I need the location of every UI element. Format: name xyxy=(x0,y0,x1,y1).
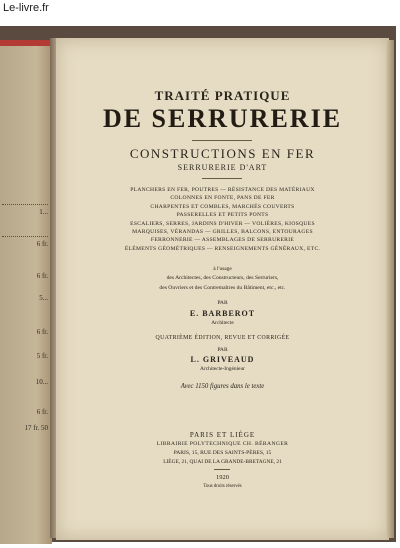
usage-line-3: des Ouvriers et des Contremaîtres du Bâtiment, etc., etc. xyxy=(159,285,286,291)
price-line: 5 fr. xyxy=(36,352,48,360)
title-line-1: TRAITÉ PRATIQUE xyxy=(154,88,291,103)
imprint-year: 1920 xyxy=(216,474,229,481)
price-rule xyxy=(2,236,48,237)
price-line: 17 fr. 50 xyxy=(24,424,48,432)
left-page xyxy=(0,40,52,544)
title-rule xyxy=(192,140,252,141)
author-2-role: Architecte-Ingénieur xyxy=(200,366,245,372)
contents-list xyxy=(56,186,389,253)
title-page xyxy=(56,38,389,540)
subtitle-1: CONSTRUCTIONS EN FER xyxy=(129,146,316,161)
price-line: 6 fr. xyxy=(36,240,48,248)
imprint-address: PARIS, 15, RUE DES SAINTS-PÈRES, 15 xyxy=(173,450,272,456)
author-2-name: L. GRIVEAUD xyxy=(190,355,255,364)
contents-line: PASSERELLES ET PETITS PONTS xyxy=(176,212,269,219)
price-line: 6 fr. xyxy=(36,328,48,336)
subtitle-2: SERRURERIE D'ART xyxy=(177,163,268,172)
price-line: 6 fr. xyxy=(36,408,48,416)
author-1-name: E. BARBEROT xyxy=(189,309,256,318)
contents-line: MARQUISES, VÉRANDAS — GRILLES, BALCONS, ENTOURAGES xyxy=(132,229,313,236)
author-1-role: Architecte xyxy=(211,320,234,326)
contents-line: COLONNES EN FONTE, PANS DE FER xyxy=(170,195,275,202)
edition-line: QUATRIÈME ÉDITION, REVUE ET CORRIGÉE xyxy=(155,335,290,341)
contents-line: FERRONNERIE — ASSEMBLAGES DE SERRURERIE xyxy=(150,237,295,244)
subtitle-rule xyxy=(202,178,242,179)
price-line: 1... xyxy=(39,208,48,216)
by-label: PAR xyxy=(217,300,228,306)
contents-line: ESCALIERS, SERRES, JARDINS D'HIVER — VOLIÈRES, KIOSQUES xyxy=(130,220,315,227)
contents-line: PLANCHERS EN FER, POUTRES — RÉSISTANCE DES MATÉRIAUX xyxy=(130,187,315,193)
page-edge xyxy=(386,40,394,538)
by-label: PAR xyxy=(217,347,228,353)
rights-note: Tous droits réservés xyxy=(203,484,242,489)
price-rule xyxy=(2,204,48,205)
imprint-city: PARIS ET LIÈGE xyxy=(189,431,256,439)
title-line-2: DE SERRURERIE xyxy=(102,104,343,133)
price-line: 6 fr. xyxy=(36,272,48,280)
contents-line: CHARPENTES ET COMBLES, MARCHÉS COUVERTS xyxy=(150,203,295,210)
figures-note: Avec 1150 figures dans le texte xyxy=(180,383,265,390)
usage-line-2: des Architectes, des Constructeurs, des Serruriers, xyxy=(166,275,279,281)
usage-line-1: à l'usage xyxy=(213,266,232,272)
watermark-text: Le-livre.fr xyxy=(3,2,49,14)
imprint-rule xyxy=(214,469,230,470)
imprint-address-2: LIÈGE, 21, QUAI DE LA GRANDE-BRETAGNE, 21 xyxy=(163,459,282,465)
contents-line: ÉLÉMENTS GÉOMÉTRIQUES — RENSEIGNEMENTS GÉNÉRAUX, ETC. xyxy=(124,245,321,252)
imprint-publisher: LIBRAIRIE POLYTECHNIQUE CH. BÉRANGER xyxy=(156,441,289,447)
price-line: 10... xyxy=(35,378,48,386)
price-line: 5... xyxy=(39,294,48,302)
